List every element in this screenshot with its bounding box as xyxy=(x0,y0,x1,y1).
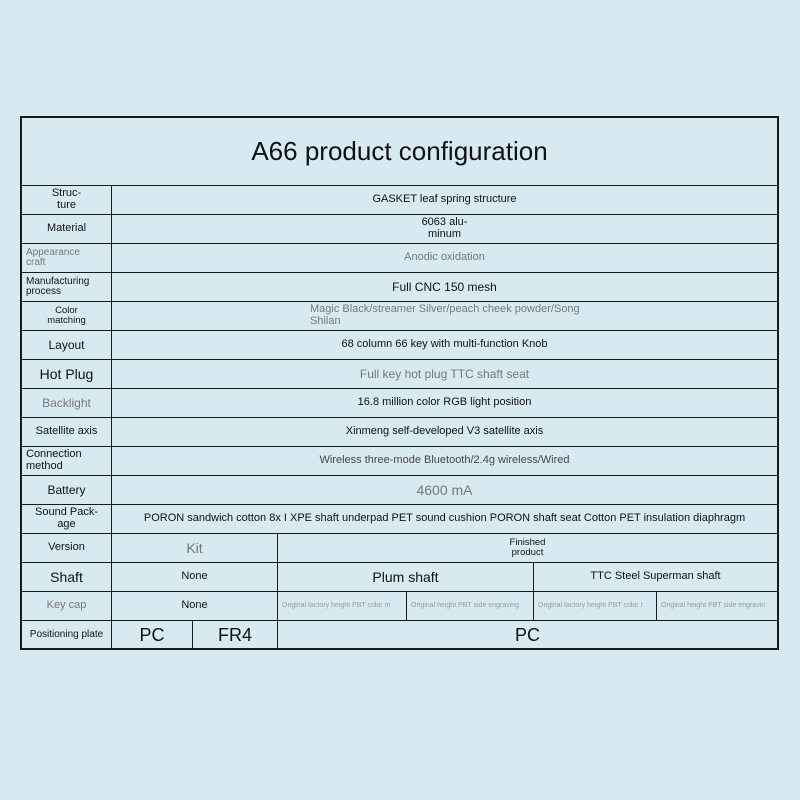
plate-pc-kit: PC xyxy=(112,621,193,650)
label-appearance: Appearance craft xyxy=(22,244,112,273)
value-connection: Wireless three-mode Bluetooth/2.4g wireless/Wired xyxy=(112,447,777,476)
value-hotplug: Full key hot plug TTC shaft seat xyxy=(112,360,777,389)
label-keycap: Key cap xyxy=(22,592,112,621)
label-connection: Connection method xyxy=(22,447,112,476)
value-structure: GASKET leaf spring structure xyxy=(112,186,777,215)
value-backlight: 16.8 million color RGB light position xyxy=(112,389,777,418)
version-finished-product: Finished product xyxy=(278,534,777,563)
keycap-kit: None xyxy=(112,592,278,621)
value-satellite: Xinmeng self-developed V3 satellite axis xyxy=(112,418,777,447)
label-layout: Layout xyxy=(22,331,112,360)
config-table xyxy=(20,116,779,650)
version-kit: Kit xyxy=(112,534,278,563)
label-material: Material xyxy=(22,215,112,244)
value-color: Magic Black/streamer Silver/peach cheek powder/Song Shilan xyxy=(112,302,777,331)
plate-pc-finished: PC xyxy=(514,625,540,646)
label-hotplug: Hot Plug xyxy=(22,360,112,389)
keycap-option: Original height PBT side engraving xyxy=(407,592,534,621)
label-sound-package: Sound Pack- age xyxy=(22,505,112,534)
label-satellite: Satellite axis xyxy=(22,418,112,447)
value-manufacturing: Full CNC 150 mesh xyxy=(112,273,777,302)
value-material: 6063 alu- minum xyxy=(112,215,777,244)
value-battery: 4600 mA xyxy=(112,476,777,505)
shaft-kit: None xyxy=(112,563,278,592)
label-version: Version xyxy=(22,534,112,563)
keycap-option: Original height PBT side engravin xyxy=(657,592,777,621)
label-battery: Battery xyxy=(22,476,112,505)
value-sound-package: PORON sandwich cotton 8x I XPE shaft underpad PET sound cushion PORON shaft seat Cotton PET insulation diaphragm xyxy=(112,505,777,534)
shaft-ttc: TTC Steel Superman shaft xyxy=(534,563,777,592)
label-positioning-plate: Positioning plate xyxy=(22,621,112,650)
keycap-option: Original factory height PBT color r xyxy=(534,592,657,621)
label-manufacturing: Manufacturing process xyxy=(22,273,112,302)
keycap-option: Original factory height PBT color m xyxy=(278,592,407,621)
plate-fr4: FR4 xyxy=(193,621,278,650)
label-backlight: Backlight xyxy=(22,389,112,418)
label-color: Color matching xyxy=(22,302,112,331)
table-title: A66 product configuration xyxy=(22,118,777,186)
shaft-plum: Plum shaft xyxy=(278,563,534,592)
label-structure: Struc- ture xyxy=(22,186,112,215)
label-shaft: Shaft xyxy=(22,563,112,592)
value-appearance: Anodic oxidation xyxy=(112,244,777,273)
value-layout: 68 column 66 key with multi-function Knob xyxy=(112,331,777,360)
